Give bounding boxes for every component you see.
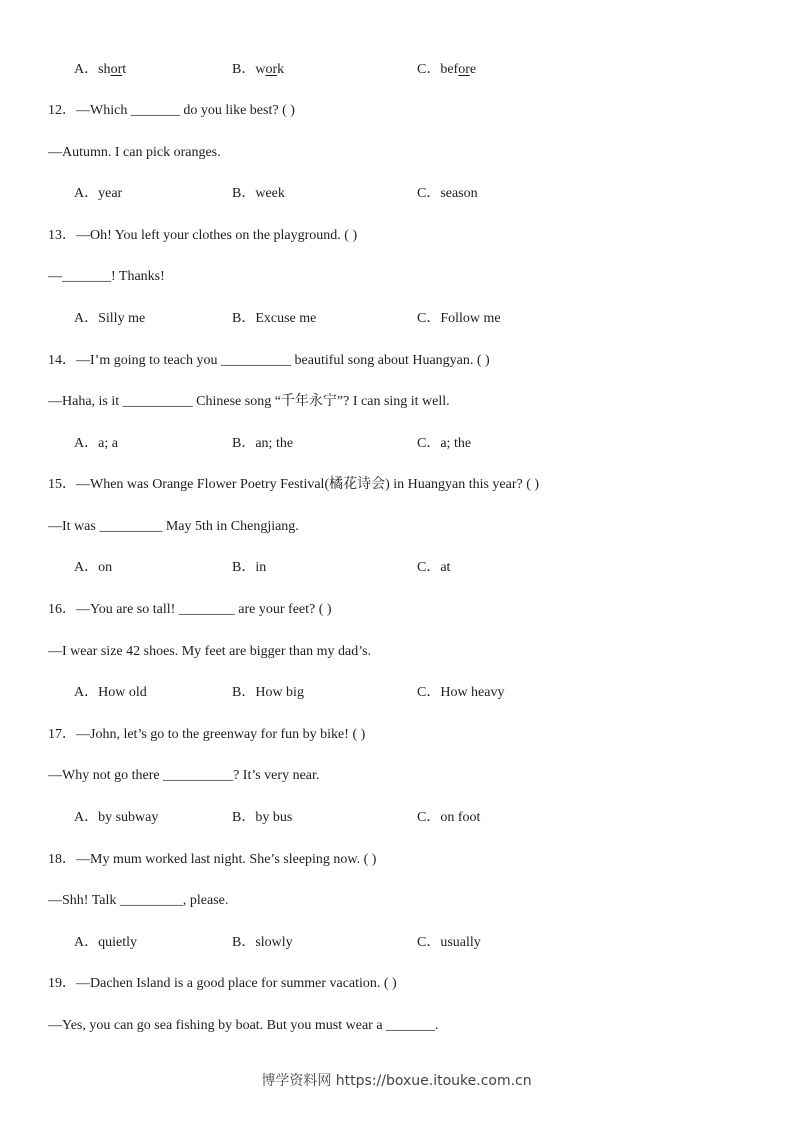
footer-watermark: 博学资料网 https://boxue.itouke.com.cn bbox=[261, 1073, 532, 1089]
q18-option-a: A．quietly bbox=[74, 935, 137, 950]
q14-answer: —Haha, is it __________ Chinese song “千年永宁”? I can sing it well. bbox=[48, 394, 450, 409]
q11-option-b: B．work bbox=[232, 62, 285, 77]
q19-question: 19．—Dachen Island is a good place for summer vacation. ( ) bbox=[48, 976, 397, 991]
q17-answer: —Why not go there __________? It’s very near. bbox=[48, 768, 320, 783]
q18-answer: —Shh! Talk _________, please. bbox=[48, 893, 229, 908]
q16-option-a: A．How old bbox=[74, 685, 147, 700]
q14-option-a: A．a; a bbox=[74, 436, 118, 451]
q13-option-a: A．Silly me bbox=[74, 311, 146, 326]
q18-option-c: C．usually bbox=[417, 935, 481, 950]
q14-option-c: C．a; the bbox=[417, 436, 472, 451]
q14-question: 14．—I’m going to teach you __________ beautiful song about Huangyan. ( ) bbox=[48, 353, 490, 368]
q15-option-b: B．in bbox=[232, 560, 267, 575]
q12-question: 12．—Which _______ do you like best? ( ) bbox=[48, 103, 295, 118]
q17-option-a: A．by subway bbox=[74, 810, 159, 825]
q16-option-c: C．How heavy bbox=[417, 685, 505, 700]
q13-question: 13．—Oh! You left your clothes on the playground. ( ) bbox=[48, 228, 358, 243]
q16-question: 16．—You are so tall! ________ are your feet? ( ) bbox=[48, 602, 332, 617]
q11-option-c: C．before bbox=[417, 62, 477, 77]
q18-option-b: B．slowly bbox=[232, 935, 293, 950]
q15-option-c: C．at bbox=[417, 560, 451, 575]
q17-option-c: C．on foot bbox=[417, 810, 481, 825]
q16-option-b: B．How big bbox=[232, 685, 304, 700]
q18-question: 18．—My mum worked last night. She’s sleeping now. ( ) bbox=[48, 852, 377, 867]
q13-answer: —_______! Thanks! bbox=[48, 269, 165, 284]
q19-answer: —Yes, you can go sea fishing by boat. But you must wear a _______. bbox=[48, 1018, 439, 1033]
q11-option-a: A．short bbox=[74, 62, 127, 77]
q12-option-c: C．season bbox=[417, 186, 478, 201]
q15-option-a: A．on bbox=[74, 560, 113, 575]
q13-option-c: C．Follow me bbox=[417, 311, 501, 326]
q17-question: 17．—John, let’s go to the greenway for fun by bike! ( ) bbox=[48, 727, 366, 742]
q12-answer: —Autumn. I can pick oranges. bbox=[48, 145, 221, 160]
q17-option-b: B．by bus bbox=[232, 810, 293, 825]
q14-option-b: B．an; the bbox=[232, 436, 294, 451]
q16-answer: —I wear size 42 shoes. My feet are bigger than my dad’s. bbox=[48, 644, 372, 659]
q13-option-b: B．Excuse me bbox=[232, 311, 317, 326]
q12-option-a: A．year bbox=[74, 186, 123, 201]
q15-question: 15．—When was Orange Flower Poetry Festival(橘花诗会) in Huangyan this year? ( ) bbox=[48, 477, 540, 492]
q15-answer: —It was _________ May 5th in Chengjiang. bbox=[48, 519, 299, 534]
q12-option-b: B．week bbox=[232, 186, 285, 201]
